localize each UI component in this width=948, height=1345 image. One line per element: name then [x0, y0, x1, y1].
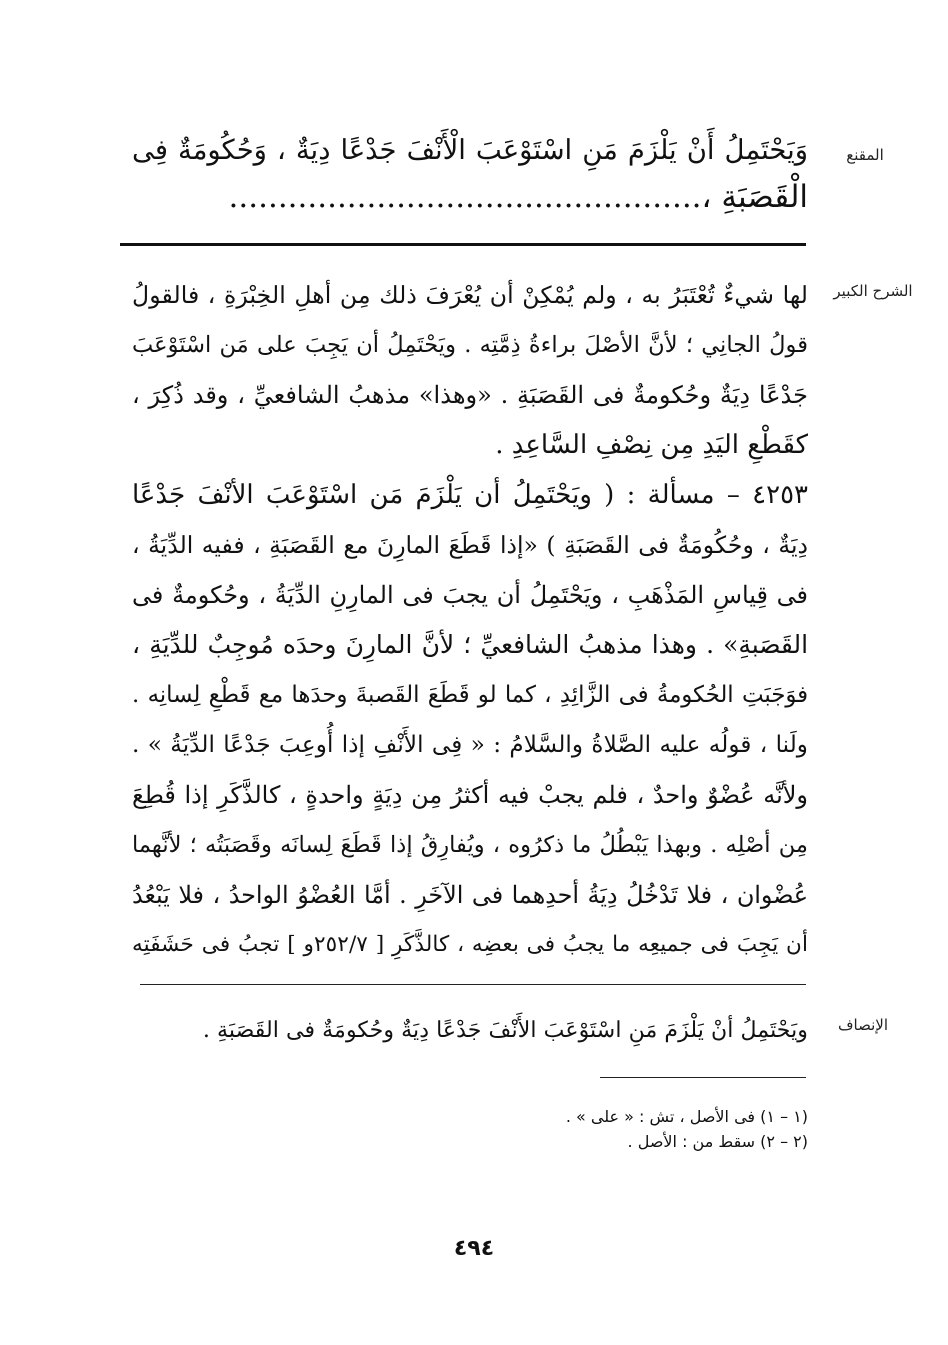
sharh-line: ولأنَّه عُضْوٌ واحدٌ ، فلم يجبْ فيه أكثرُ مِن دِيَةٍ واحدةٍ ، كالذَّكَرِ إذا قُطِعَ: [132, 781, 808, 809]
sharh-text: [132, 270, 808, 970]
sharh-label: الشرح الكبير: [833, 282, 913, 300]
insaf-line: ويَحْتَمِلُ أنْ يَلْزَمَ مَنِ اسْتَوْعَبَ الأَنْفَ جَدْعًا دِيَةٌ وحُكومَةٌ فى القَصَبَةِ .: [202, 1017, 808, 1043]
page-number: ٤٩٤: [453, 1236, 495, 1261]
sharh-line: فوَجَبَتِ الحُكومةُ فى الزَّائِدِ ، كما لو قَطَعَ القَصبةَ وحدَها مع قَطْعِ لِسانِه .: [132, 682, 808, 708]
footnote: (٢ – ٢) سقط من : الأصل .: [627, 1132, 808, 1151]
footnote-separator: [600, 1077, 806, 1078]
sharh-line: مِن أصْلِه . وبهذا يَبْطُلُ ما ذكرُوه ، ويُفارِقُ إذا قَطَعَ لِسانَه وقَصَبَتُه ؛ لأنَّهما: [132, 832, 808, 858]
sharh-line: كقَطْعِ اليَدِ مِن نِصْفِ السَّاعِدِ .: [495, 430, 808, 460]
sharh-line: أن يَجِبَ فى جميعِه ما يجبُ فى بعضِه ، كالذَّكَرِ [ ٢٥٢/٧و ] تجبُ فى حَشَفَتِه: [132, 932, 809, 957]
sharh-line: جَدْعًا دِيَةٌ وحُكومةٌ فى القَصَبَةِ . «وهذا» مذهبُ الشافعيِّ ، وقد ذُكِرَ ،: [132, 381, 808, 409]
muqni-label: المقنع: [846, 146, 884, 164]
sharh-line: القَصَبةِ» . وهذا مذهبُ الشافعيِّ ؛ لأنَّ المارِنَ وحدَه مُوجِبٌ للدِّيَةِ ،: [132, 630, 808, 659]
footnotes: [420, 1104, 808, 1154]
sharh-line: ولَنا ، قولُه عليه الصَّلاةُ والسَّلامُ : « فِى الأَنْفِ إذا أُوعِبَ جَدْعًا الدِّيَةُ » .: [132, 731, 808, 758]
sharh-line: لها شيءٌ تُعْتَبَرُ به ، ولم يُمْكِنْ أن يُعْرَفَ ذلك مِن أهلِ الخِبْرَةِ ، فالقولُ: [132, 281, 808, 309]
sharh-line: قولُ الجانِي ؛ لأنَّ الأصْلَ براءةُ ذِمَّتِه . ويَحْتَمِلُ أن يَجِبَ على مَن اسْتَوْعَبَ: [132, 332, 808, 358]
sharh-line: ٤٢٥٣ – مسألة : ( ويَحْتَمِلُ أن يَلْزَمَ مَن اسْتَوْعَبَ الأنْفَ جَدْعًا: [132, 480, 808, 510]
section-divider: [120, 243, 806, 246]
muqni-line: وَيَحْتَمِلُ أَنْ يَلْزَمَ مَنِ اسْتَوْعَبَ الْأَنْفَ جَدْعًا دِيَةٌ ، وَحُكُومَةٌ فِى: [132, 135, 808, 166]
sharh-line: عُضْوان ، فلا تَدْخُلُ دِيَةُ أحدِهما فى الآخَرِ . أمَّا العُضْوُ الواحدُ ، فلا يَبْعُدُ: [132, 881, 808, 909]
sharh-line: فى قِياسِ المَذْهَبِ ، ويَحْتَمِلُ أن يجبَ فى المارِنِ الدِّيَةُ ، وحُكومةٌ فى: [132, 581, 808, 609]
section-divider: [140, 984, 806, 985]
footnote: (١ – ١) فى الأصل ، تش : « على » .: [565, 1107, 808, 1126]
sharh-line: دِيَةٌ ، وحُكُومَةٌ فى القَصَبَةِ ) «إذا قَطَعَ المارِنَ مع القَصَبَةِ ، ففيه الدِّيَةُ ،: [132, 531, 808, 559]
muqni-line: الْقَصَبَةِ ،................................................: [228, 179, 808, 215]
insaf-label: الإنصاف: [837, 1016, 889, 1034]
muqni-text: [132, 128, 808, 220]
insaf-text: [190, 1010, 808, 1050]
